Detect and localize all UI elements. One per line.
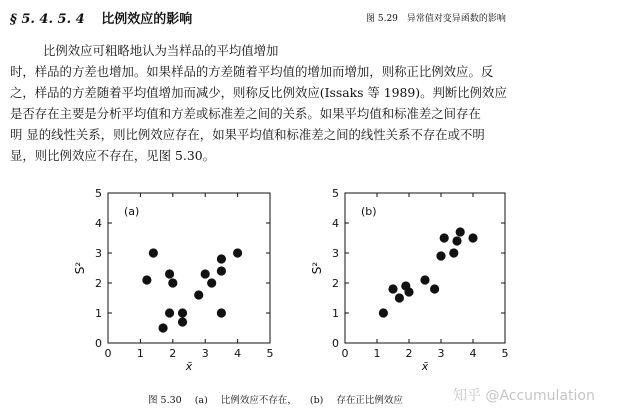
y-tick-label: 5 <box>95 187 102 200</box>
data-point <box>449 248 458 257</box>
data-point <box>379 308 388 317</box>
y-tick-label: 0 <box>95 337 102 350</box>
side-figure-caption: 图 5.29 异常值对变异函数的影响 <box>366 14 506 24</box>
x-tick-label: 4 <box>469 347 477 360</box>
figure-number: 图 5.30 <box>148 395 182 406</box>
x-tick-label: 2 <box>405 347 413 360</box>
figure-5-30 <box>0 178 619 388</box>
caption-text-b: 存在正比例效应 <box>336 395 403 406</box>
data-point <box>165 308 174 317</box>
data-point <box>440 233 449 242</box>
data-point <box>178 317 187 326</box>
data-point <box>168 278 177 287</box>
x-tick-label: 3 <box>201 347 209 360</box>
x-tick-label: 5 <box>501 347 509 360</box>
data-point <box>452 236 461 245</box>
x-tick-label: 1 <box>136 347 144 360</box>
x-tick-label: 0 <box>104 347 112 360</box>
y-tick-label: 4 <box>332 217 339 230</box>
data-point <box>142 275 151 284</box>
y-tick-label: 2 <box>95 277 102 290</box>
data-point <box>388 284 397 293</box>
caption-label-b: (b) <box>309 395 324 406</box>
x-tick-label: 5 <box>266 347 274 360</box>
scatter-plot-b <box>310 187 509 373</box>
paragraph-line: 明 显的线性关系，则比例效应存在，如果平均值和标准差之间的线性关系不存在或不明 <box>10 127 485 142</box>
x-tick-label: 0 <box>341 347 349 360</box>
caption-text-a: 比例效应不存在， <box>220 395 297 406</box>
y-axis-label: S² <box>73 261 87 275</box>
data-point <box>420 275 429 284</box>
x-tick-label: 4 <box>234 347 242 360</box>
paragraph-line: 是否存在主要是分析平均值和方差或标准差之间的关系。如果平均值和标准差之间存在 <box>10 106 481 121</box>
data-point <box>217 308 226 317</box>
x-axis-label: x̄ <box>421 360 429 373</box>
x-tick-label: 1 <box>373 347 381 360</box>
y-tick-label: 3 <box>95 247 102 260</box>
y-tick-label: 1 <box>332 307 339 320</box>
paragraph-line: 比例效应可粗略地认为当样品的平均值增加 <box>43 43 279 58</box>
body-paragraph <box>10 40 610 166</box>
data-point <box>436 251 445 260</box>
panel-label: (a) <box>124 205 140 218</box>
data-point <box>201 269 210 278</box>
data-point <box>468 233 477 242</box>
data-point <box>233 248 242 257</box>
figure-caption <box>148 392 413 406</box>
y-tick-label: 3 <box>332 247 339 260</box>
y-tick-label: 4 <box>95 217 102 230</box>
section-title: 比例效应的影响 <box>101 12 193 27</box>
scatter-plot-a <box>73 187 274 373</box>
data-point <box>395 293 404 302</box>
paragraph-line: 显，则比例效应不存在，见图 5.30。 <box>10 148 215 163</box>
data-point <box>217 254 226 263</box>
x-axis-label: x̄ <box>185 360 193 373</box>
data-point <box>149 248 158 257</box>
section-heading <box>10 8 192 27</box>
y-tick-label: 5 <box>332 187 339 200</box>
data-point <box>207 278 216 287</box>
data-point <box>194 290 203 299</box>
data-point <box>217 266 226 275</box>
data-point <box>404 287 413 296</box>
panel-label: (b) <box>361 205 377 218</box>
data-point <box>165 269 174 278</box>
y-tick-label: 1 <box>95 307 102 320</box>
data-point <box>158 323 167 332</box>
caption-label-a: (a) <box>194 395 208 406</box>
y-axis-label: S² <box>310 261 324 275</box>
paragraph-line: 时，样品的方差也增加。如果样品的方差随着平均值的增加而增加，则称正比例效应。反 <box>10 64 494 79</box>
y-tick-label: 2 <box>332 277 339 290</box>
x-tick-label: 3 <box>437 347 445 360</box>
section-number: § 5. 4. 5. 4 <box>10 12 85 27</box>
paragraph-line: 之，样品的方差随着平均值增加而减少，则称反比例效应(Issaks 等 1989)。判断比例效应 <box>10 85 507 100</box>
watermark: 知乎 @Accumulation <box>453 388 595 404</box>
y-tick-label: 0 <box>332 337 339 350</box>
data-point <box>456 227 465 236</box>
data-point <box>430 284 439 293</box>
data-point <box>178 308 187 317</box>
x-tick-label: 2 <box>169 347 177 360</box>
